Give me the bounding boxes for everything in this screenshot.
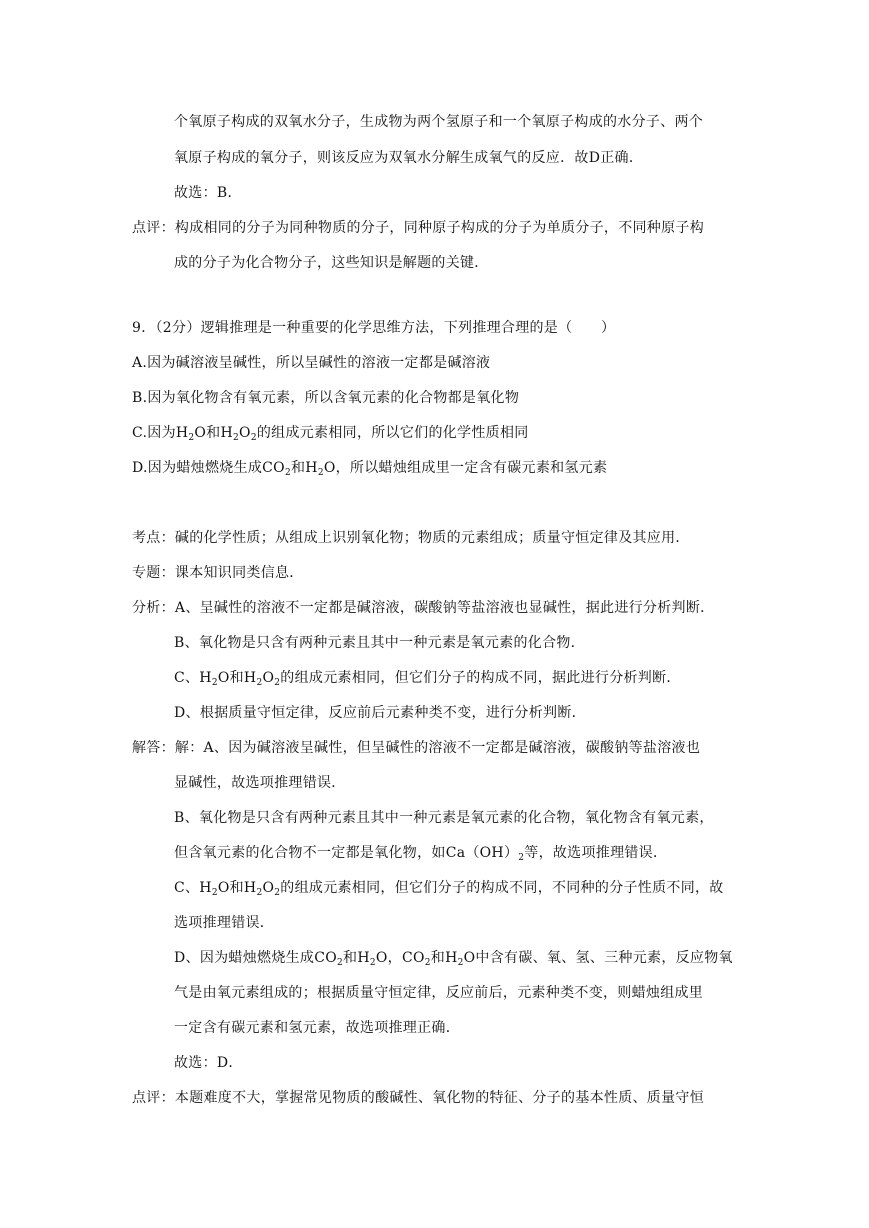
option-c: C.因为$H_2O$和$H_2O_2$的组成元素相同，所以它们的化学性质相同 bbox=[132, 425, 529, 443]
answer-choice-line: 故选：B． bbox=[174, 185, 242, 201]
fenxi-line: B、氧化物是只含有两种元素且其中一种元素是氧元素的化合物． bbox=[174, 635, 585, 651]
jieda-line: 显碱性，故选项推理错误． bbox=[174, 775, 346, 791]
jieda-label: 解答： bbox=[132, 740, 175, 756]
solution-text-line: 氧原子构成的氧分子，则该反应为双氧水分解生成氧气的反应．故D正确． bbox=[174, 150, 644, 166]
jieda-line: 气是由氧元素组成的；根据质量守恒定律，反应前后，元素种类不变，则蜡烛组成里 bbox=[174, 985, 704, 1001]
option-b: B.因为氧化物含有氧元素，所以含氧元素的化合物都是氧化物 bbox=[132, 390, 520, 406]
option-d: D.因为蜡烛燃烧生成$CO_2$和$H_2O$，所以蜡烛组成里一定含有碳元素和氢元素 bbox=[132, 460, 608, 478]
comment-line bbox=[132, 218, 704, 238]
jieda-line: D、因为蜡烛燃烧生成$CO_2$和$H_2O$，$CO_2$和$H_2O$中含有碳、氧、氢、三种元素，反应物氧 bbox=[174, 950, 733, 968]
jieda-line: C、$H_2O$和$H_2O_2$的组成元素相同，但它们分子的构成不同，不同种的分子性质不同，故 bbox=[174, 880, 724, 898]
jieda-line: 但含氧元素的化合物不一定都是氧化物，如$Ca(OH)_2$等，故选项推理错误． bbox=[174, 845, 668, 863]
question-stem: 9．（2分）逻辑推理是一种重要的化学思维方法，下列推理合理的是（ ） bbox=[132, 320, 616, 336]
fenxi-line: C、$H_2O$和$H_2O_2$的组成元素相同，但它们分子的构成不同，据此进行分析判断． bbox=[174, 670, 681, 688]
fenxi-line: D、根据质量守恒定律，反应前后元素种类不变，进行分析判断． bbox=[174, 705, 586, 721]
jieda-line: 选项推理错误． bbox=[174, 915, 275, 931]
comment-text: 构成相同的分子为同种物质的分子，同种原子构成的分子为单质分子，不同种原子构 bbox=[174, 220, 705, 236]
comment-line: 成的分子为化合物分子，这些知识是解题的关键． bbox=[174, 255, 489, 271]
answer-choice-line: 故选：D． bbox=[174, 1055, 243, 1071]
fenxi-line: 分析：A、呈碱性的溶液不一定都是碱溶液，碳酸钠等盐溶液也显碱性，据此进行分析判断． bbox=[132, 600, 715, 616]
kaodian-line: 考点：碱的化学性质；从组成上识别氧化物；物质的元素组成；质量守恒定律及其应用． bbox=[132, 530, 690, 546]
jieda-line: 一定含有碳元素和氢元素，故选项推理正确． bbox=[174, 1020, 460, 1036]
jieda-line: B、氧化物是只含有两种元素且其中一种元素是氧元素的化合物，氧化物含有氧元素， bbox=[174, 810, 714, 826]
comment-label: 点评： bbox=[132, 220, 175, 236]
zhuanti-line: 专题：课本知识同类信息． bbox=[132, 565, 304, 581]
solution-text-line: 个氧原子构成的双氧水分子，生成物为两个氢原子和一个氧原子构成的水分子、两个 bbox=[174, 114, 704, 130]
fenxi-label: 分析： bbox=[132, 600, 175, 616]
jieda-line: 解答：解：A、因为碱溶液呈碱性，但呈碱性的溶液不一定都是碱溶液，碳酸钠等盐溶液也 bbox=[132, 740, 701, 756]
option-a: A.因为碱溶液呈碱性，所以呈碱性的溶液一定都是碱溶液 bbox=[132, 355, 491, 371]
dianping-line: 点评：本题难度不大，掌握常见物质的酸碱性、氧化物的特征、分子的基本性质、质量守恒 bbox=[132, 1090, 704, 1106]
